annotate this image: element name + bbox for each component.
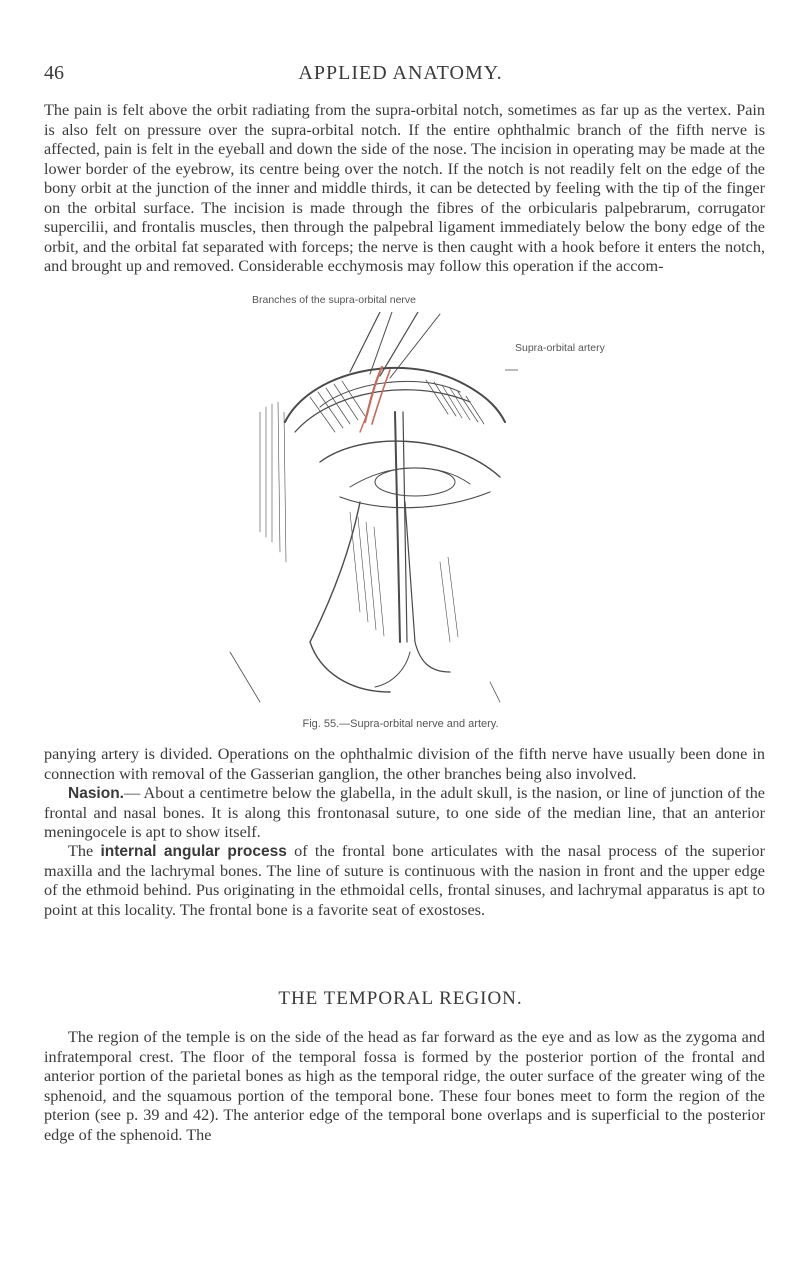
paragraph-internal-angular-process: [44, 842, 765, 920]
paragraph-internal-angular-text: of the frontal bone articulates with the nasal process of the superior maxilla and the lachrymal bones. The line of suture is continuous with the nasion in front and the upper edge of the ethmoid behind. Pus originating in the ethmoidal cells, frontal sinuses, and lachrymal apparatus is apt to point at this locality. The frontal bone is a favorite seat of exostoses.: [44, 842, 766, 919]
paragraph-nasion-text: — About a centimetre below the glabella, in the adult skull, is the nasion, or line of junction of the frontal and nasal bones. It is along this frontonasal suture, to one side of the median line, that an anterior meningocele is apt to show itself.: [44, 784, 765, 841]
paragraph-continued: panying artery is divided. Operations on the ophthalmic division of the fifth nerve have usually been done in connection with removal of the Gasserian ganglion, the other branches being also involved.: [44, 745, 765, 783]
page-number: 46: [44, 62, 64, 84]
paragraph-supra-orbital-pain: The pain is felt above the orbit radiating from the supra-orbital notch, sometimes as far up as the vertex. Pain is also felt on pressure over the supra-orbital notch. If the entire ophthalmic branch of the fifth nerve is affected, pain is felt in the eyeball and down the side of the nose. The incision in operating may be made at the lower border of the eyebrow, its centre being over the notch. If the notch is not readily felt on the edge of the bony orbit at the junction of the inner and middle thirds, it can be detected by feeling with the tip of the finger on the orbital surface. The incision is made through the fibres of the orbicularis palpebrarum, corrugator supercilii, and frontalis muscles, then through the palpebral ligament immediately below the bony edge of the orbit, and the orbital fat separated with forceps; the nerve is then caught with a hook before it enters the notch, and brought up and removed. Considerable ecchymosis may follow this operation if the accom-: [44, 101, 765, 275]
supra-orbital-illustration: [200, 312, 620, 712]
section-heading: THE TEMPORAL REGION.: [278, 988, 523, 1009]
figure-label-nerve-branches: Branches of the supra-orbital nerve: [252, 294, 417, 306]
term-nasion: Nasion.: [68, 785, 124, 802]
paragraph-lead-word: The: [68, 842, 94, 860]
paragraph-temporal-region: The region of the temple is on the side of the head as far forward as the eye and as low as the zygoma and infratemporal crest. The floor of the temporal fossa is formed by the posterior portion of the frontal and anterior portion of the parietal bones as high as the temporal ridge, the outer surface of the greater wing of the sphenoid, and the squamous portion of the temporal bone. These four bones meet to form the region of the pterion (see p. 39 and 42). The anterior edge of the temporal bone overlaps and is superficial to the posterior edge of the sphenoid. The: [44, 1028, 765, 1144]
running-title: APPLIED ANATOMY.: [298, 62, 503, 84]
page-header: [44, 62, 757, 90]
figure-caption: Fig. 55.—Supra-orbital nerve and artery.: [302, 718, 499, 730]
figure-55: [200, 294, 620, 734]
paragraph-nasion: [44, 784, 765, 843]
figure-label-artery: Supra-orbital artery: [515, 342, 605, 354]
term-internal-angular-process: internal angular process: [100, 843, 287, 860]
